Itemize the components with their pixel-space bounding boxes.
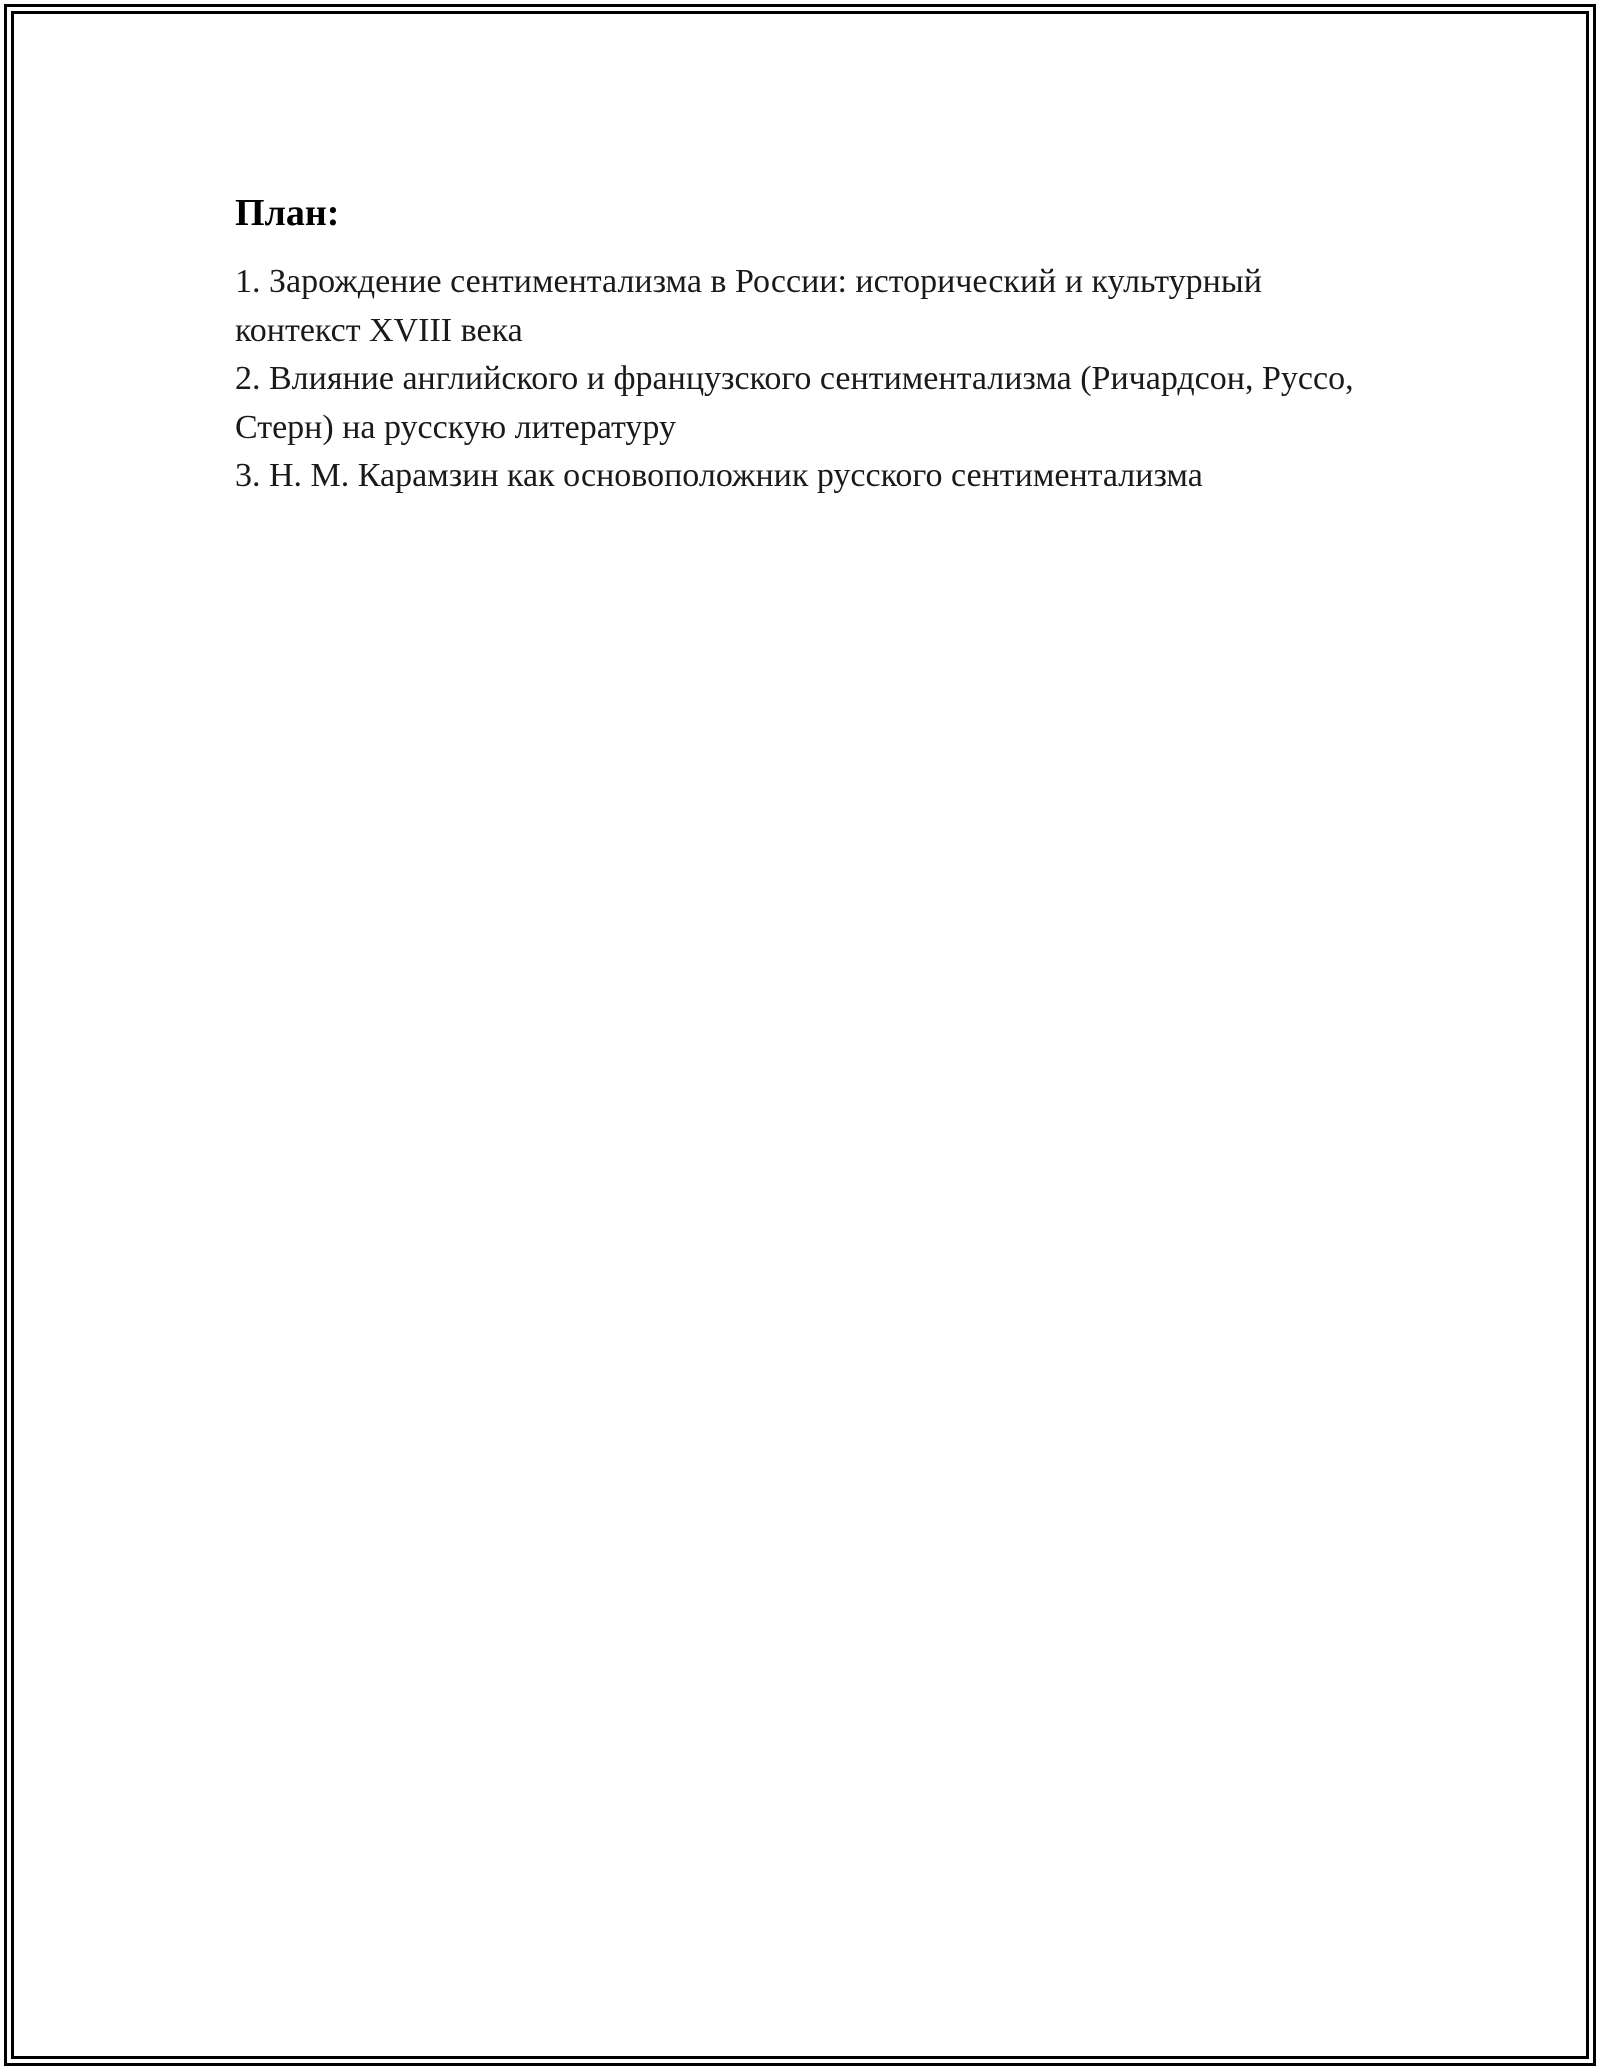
plan-item-2: 2. Влияние английского и французского сентиментализма (Ричардсон, Руссо, Стерн) на русскую литературу: [235, 360, 1354, 446]
plan-heading: План:: [235, 192, 340, 234]
plan-item-3: 3. Н. М. Карамзин как основоположник русского сентиментализма: [235, 457, 1203, 494]
plan-item-1: 1. Зарождение сентиментализма в России: исторический и культурный контекст XVIII века: [235, 263, 1262, 349]
document-body: [235, 188, 1395, 501]
plan-list: [235, 258, 1395, 501]
